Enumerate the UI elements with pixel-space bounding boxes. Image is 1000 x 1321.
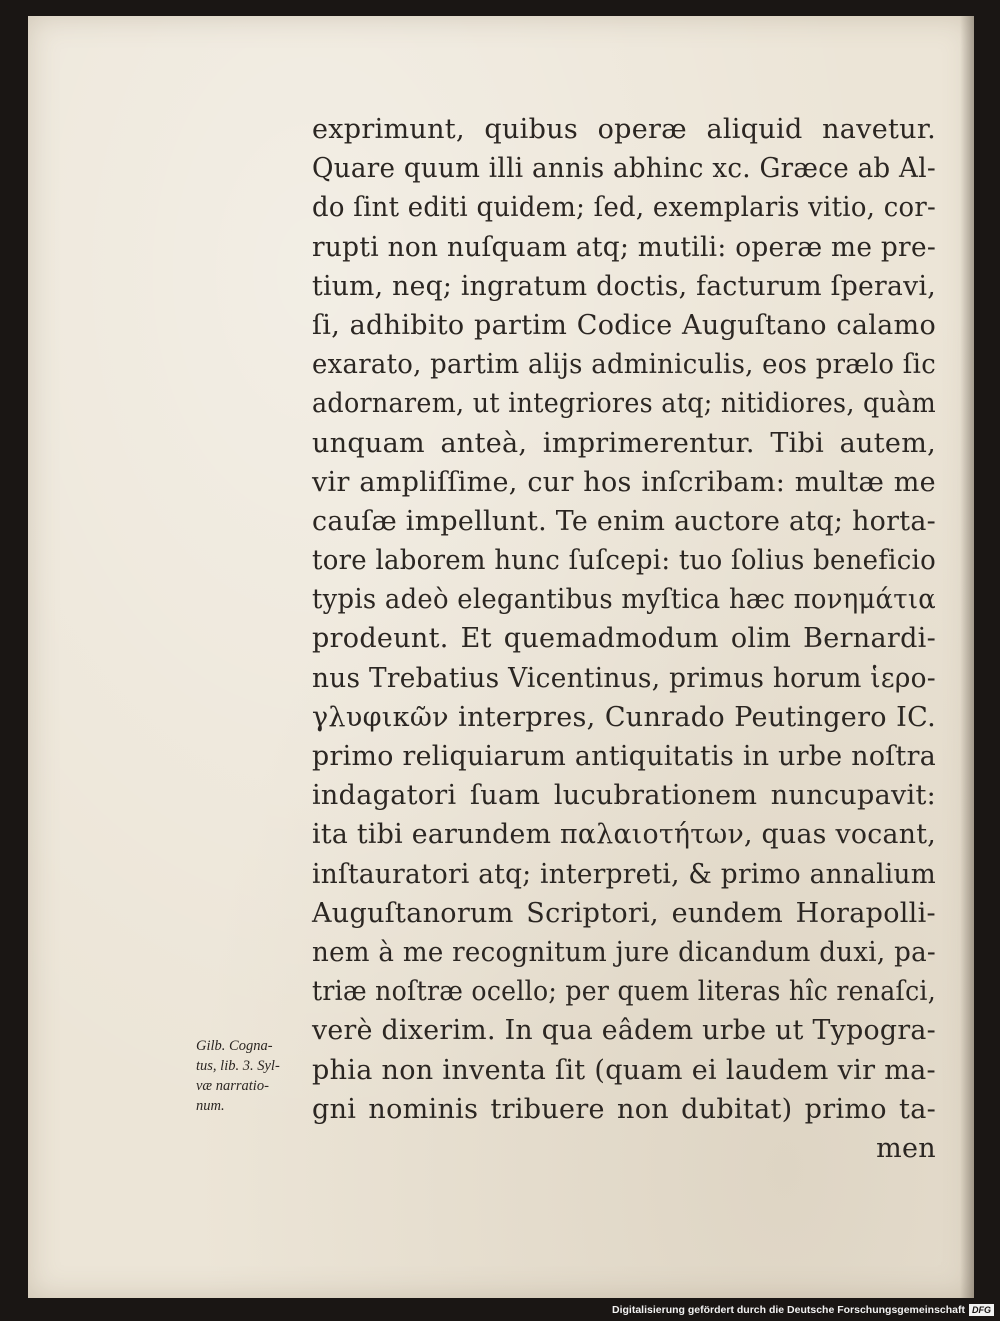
text-line: nus Trebatius Vicentinus, primus horum ἱερο- xyxy=(312,662,936,694)
text-line: tore laborem hunc ſuſcepi: tuo ſolius beneficio xyxy=(312,545,936,577)
text-line: γλυφικῶν interpres, Cunrado Peutingero IC. xyxy=(312,701,936,733)
text-line: adornarem, ut integriores atq; nitidiores, quàm xyxy=(312,388,936,420)
text-line: phia non inventa ſit (quam ei laudem vir ma- xyxy=(312,1054,936,1086)
main-text-block xyxy=(312,110,936,1168)
text-line: primo reliquiarum antiquitatis in urbe noſtra xyxy=(312,741,936,772)
catchword: men xyxy=(876,1132,936,1164)
funding-credit: Digitalisierung gefördert durch die Deutsche Forschungsgemeinschaft xyxy=(612,1304,965,1316)
page-spine-shadow xyxy=(960,16,974,1298)
text-line: cauſæ impellunt. Te enim auctore atq; horta- xyxy=(312,505,936,537)
marginal-note-line: tus, lib. 3. Syl- xyxy=(196,1058,280,1074)
text-line: gni nominis tribuere non dubitat) primo ta- xyxy=(312,1093,937,1125)
text-line: nem à me recognitum jure dicandum duxi, pa- xyxy=(312,936,937,968)
marginal-note-line: væ narratio- xyxy=(196,1078,269,1094)
text-line: triæ noſtræ ocello; per quem literas hîc renaſci, xyxy=(312,976,936,1008)
text-line: do ſint editi quidem; ſed, exemplaris vitio, cor- xyxy=(312,192,937,224)
digitization-footer xyxy=(612,1303,994,1317)
text-line: exarato, partim alijs adminiculis, eos prælo ſic xyxy=(312,349,937,381)
text-line: vir ampliſſime, cur hos inſcribam: multæ me xyxy=(312,466,936,498)
text-line: exprimunt, quibus operæ aliquid navetur. xyxy=(312,114,936,145)
text-line: typis adeò elegantibus myſtica hæc πονημάτια xyxy=(312,584,936,616)
text-line: Auguſtanorum Scriptori, eundem Horapolli- xyxy=(312,897,936,929)
text-line: tium, neq; ingratum doctis, facturum ſperavi, xyxy=(312,270,937,302)
marginal-note xyxy=(196,1036,331,1116)
text-line: indagatori ſuam lucubrationem nuncupavit: xyxy=(312,780,937,812)
text-line: Quare quum illi annis abhinc xc. Græce ab Al- xyxy=(312,153,936,185)
text-line: ita tibi earundem παλαιοτήτων, quas vocant, xyxy=(312,819,937,851)
text-line: rupti non nuſquam atq; mutili: operæ me pre- xyxy=(312,231,937,263)
text-line: inſtauratori atq; interpreti, & primo annalium xyxy=(312,858,936,890)
dfg-logo-icon: DFG xyxy=(969,1304,994,1316)
text-line: verè dixerim. In qua eâdem urbe ut Typogra- xyxy=(312,1015,937,1047)
text-line: unquam anteà, imprimerentur. Tibi autem, xyxy=(312,427,936,459)
text-line: ſi, adhibito partim Codice Auguſtano calamo xyxy=(312,309,937,341)
marginal-note-line: num. xyxy=(196,1098,225,1114)
marginal-note-line: Gilb. Cogna- xyxy=(196,1038,273,1054)
text-line: prodeunt. Et quemadmodum olim Bernardi- xyxy=(312,623,937,655)
